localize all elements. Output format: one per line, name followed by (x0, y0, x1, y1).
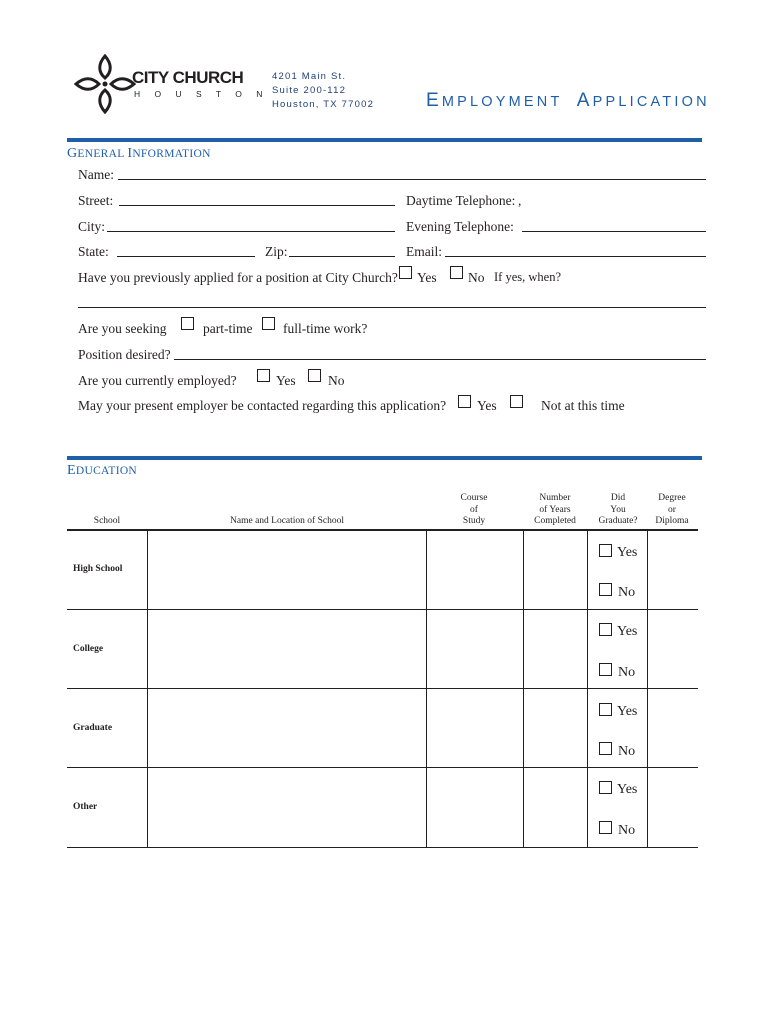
applied-yes-label: Yes (417, 270, 437, 285)
state-field[interactable] (117, 256, 255, 257)
graduated-yes-checkbox[interactable] (599, 703, 612, 716)
address-line-3: Houston, TX 77002 (272, 99, 375, 110)
col-years (524, 493, 586, 528)
graduated-yes-label: Yes (617, 704, 638, 719)
table-row (67, 689, 698, 767)
course-cell[interactable] (427, 689, 523, 767)
col-course (428, 493, 520, 528)
graduated-yes-checkbox[interactable] (599, 781, 612, 794)
graduated-no-label: No (618, 823, 636, 838)
graduated-no-checkbox[interactable] (599, 742, 612, 755)
zip-label: Zip: (265, 244, 288, 259)
education-section-title (67, 463, 137, 479)
contact-yes-checkbox[interactable] (458, 395, 471, 408)
zip-field[interactable] (289, 256, 395, 257)
contact-not-now-checkbox[interactable] (510, 395, 523, 408)
years-cell[interactable] (524, 610, 587, 688)
seeking-label: Are you seeking (78, 321, 167, 336)
table-row (67, 610, 698, 688)
applied-no-checkbox[interactable] (450, 266, 463, 279)
name-label: Name: (78, 167, 114, 182)
col-degree (648, 493, 696, 528)
if-yes-when-label: If yes, when? (494, 270, 561, 284)
col-graduated (590, 493, 646, 528)
degree-cell[interactable] (648, 610, 698, 688)
col-graduated-line2: You (610, 504, 626, 515)
email-label: Email: (406, 244, 442, 259)
graduated-yes-label: Yes (617, 545, 638, 560)
title-employment: MPLOYMENT (441, 94, 563, 110)
education-word: DUCATION (75, 465, 138, 477)
employed-yes-label: Yes (276, 373, 296, 388)
course-cell[interactable] (427, 610, 523, 688)
col-school: School (93, 516, 121, 526)
course-cell[interactable] (427, 530, 523, 609)
col-degree-line2: or (668, 504, 676, 515)
graduated-no-checkbox[interactable] (599, 821, 612, 834)
title-initial-e: E (426, 90, 442, 111)
contact-yes-label: Yes (477, 398, 497, 413)
graduated-no-label: No (618, 744, 636, 759)
degree-cell[interactable] (648, 768, 698, 847)
name-location-cell[interactable] (148, 530, 426, 609)
graduated-no-checkbox[interactable] (599, 583, 612, 596)
street-label: Street: (78, 193, 114, 208)
row-label-college: College (73, 644, 104, 654)
evening-telephone-field[interactable] (522, 231, 706, 232)
col-years-line2: of Years (539, 504, 571, 515)
street-field[interactable] (119, 205, 395, 206)
applied-no-label: No (468, 270, 485, 285)
information-word: NFORMATION (132, 148, 211, 160)
col-course-line1: Course (460, 493, 488, 503)
col-years-line3: Completed (534, 516, 576, 526)
general-word: ENERAL (77, 148, 125, 160)
col-name-location: Name and Location of School (230, 516, 344, 526)
row-label-other: Other (73, 802, 98, 812)
logo-city: H O U S T O N (134, 89, 269, 99)
city-label: City: (78, 219, 106, 234)
full-time-checkbox[interactable] (262, 317, 275, 330)
address-line-1: 4201 Main St. (272, 71, 347, 82)
title-initial-a: A (576, 90, 593, 111)
graduated-yes-label: Yes (617, 782, 638, 797)
table-row (67, 768, 698, 847)
logo (74, 54, 269, 114)
education-divider (67, 456, 702, 460)
course-cell[interactable] (427, 768, 523, 847)
title-application: PPLICATION (592, 94, 710, 110)
logo-name: CITY CHURCH (132, 68, 244, 87)
col-graduated-line1: Did (610, 493, 626, 503)
degree-cell[interactable] (648, 689, 698, 767)
col-degree-line1: Degree (658, 493, 686, 503)
part-time-label: part-time (203, 321, 253, 336)
daytime-telephone-label: Daytime Telephone: (406, 193, 516, 208)
graduated-yes-checkbox[interactable] (599, 623, 612, 636)
employed-no-label: No (328, 373, 345, 388)
graduated-yes-label: Yes (617, 624, 638, 639)
evening-telephone-label: Evening Telephone: (406, 219, 514, 234)
col-years-line1: Number (539, 493, 571, 503)
col-degree-line3: Diploma (655, 516, 689, 526)
applied-when-field[interactable] (78, 307, 706, 308)
applied-question: Have you previously applied for a position at City Church? (78, 270, 398, 285)
years-cell[interactable] (524, 530, 587, 609)
church-cross-icon (74, 54, 136, 114)
education-initial-e: E (67, 463, 76, 478)
graduated-no-label: No (618, 665, 636, 680)
email-field[interactable] (445, 256, 706, 257)
position-desired-field[interactable] (174, 359, 706, 360)
position-desired-label: Position desired? (78, 347, 171, 362)
col-course-line3: Study (462, 516, 486, 526)
employed-yes-checkbox[interactable] (257, 369, 270, 382)
table-bottom-rule (67, 847, 698, 848)
general-initial-i: I (127, 146, 133, 161)
part-time-checkbox[interactable] (181, 317, 194, 330)
daytime-telephone-value[interactable]: , (518, 193, 522, 208)
graduated-no-label: No (618, 585, 636, 600)
state-label: State: (78, 244, 109, 259)
row-label-graduate: Graduate (73, 723, 113, 733)
graduated-yes-checkbox[interactable] (599, 544, 612, 557)
years-cell[interactable] (524, 768, 587, 847)
city-field[interactable] (107, 231, 395, 232)
years-cell[interactable] (524, 689, 587, 767)
header-divider (67, 138, 702, 142)
name-location-cell[interactable] (148, 610, 426, 688)
employed-no-checkbox[interactable] (308, 369, 321, 382)
graduated-no-checkbox[interactable] (599, 663, 612, 676)
contact-not-now-label: Not at this time (541, 398, 625, 413)
degree-cell[interactable] (648, 530, 698, 609)
table-row (67, 530, 698, 609)
row-label-high-school: High School (73, 564, 123, 574)
name-field[interactable] (118, 179, 706, 180)
col-course-line2: of (470, 504, 478, 515)
address-line-2: Suite 200-112 (272, 85, 347, 96)
applied-yes-checkbox[interactable] (399, 266, 412, 279)
name-location-cell[interactable] (148, 689, 426, 767)
employed-label: Are you currently employed? (78, 373, 237, 388)
name-location-cell[interactable] (148, 768, 426, 847)
contact-employer-question: May your present employer be contacted regarding this application? (78, 398, 447, 413)
full-time-label: full-time work? (283, 321, 368, 336)
general-section-title (67, 146, 211, 162)
page-title (426, 90, 710, 112)
general-initial-g: G (67, 146, 78, 161)
col-graduated-line3: Graduate? (598, 516, 638, 526)
